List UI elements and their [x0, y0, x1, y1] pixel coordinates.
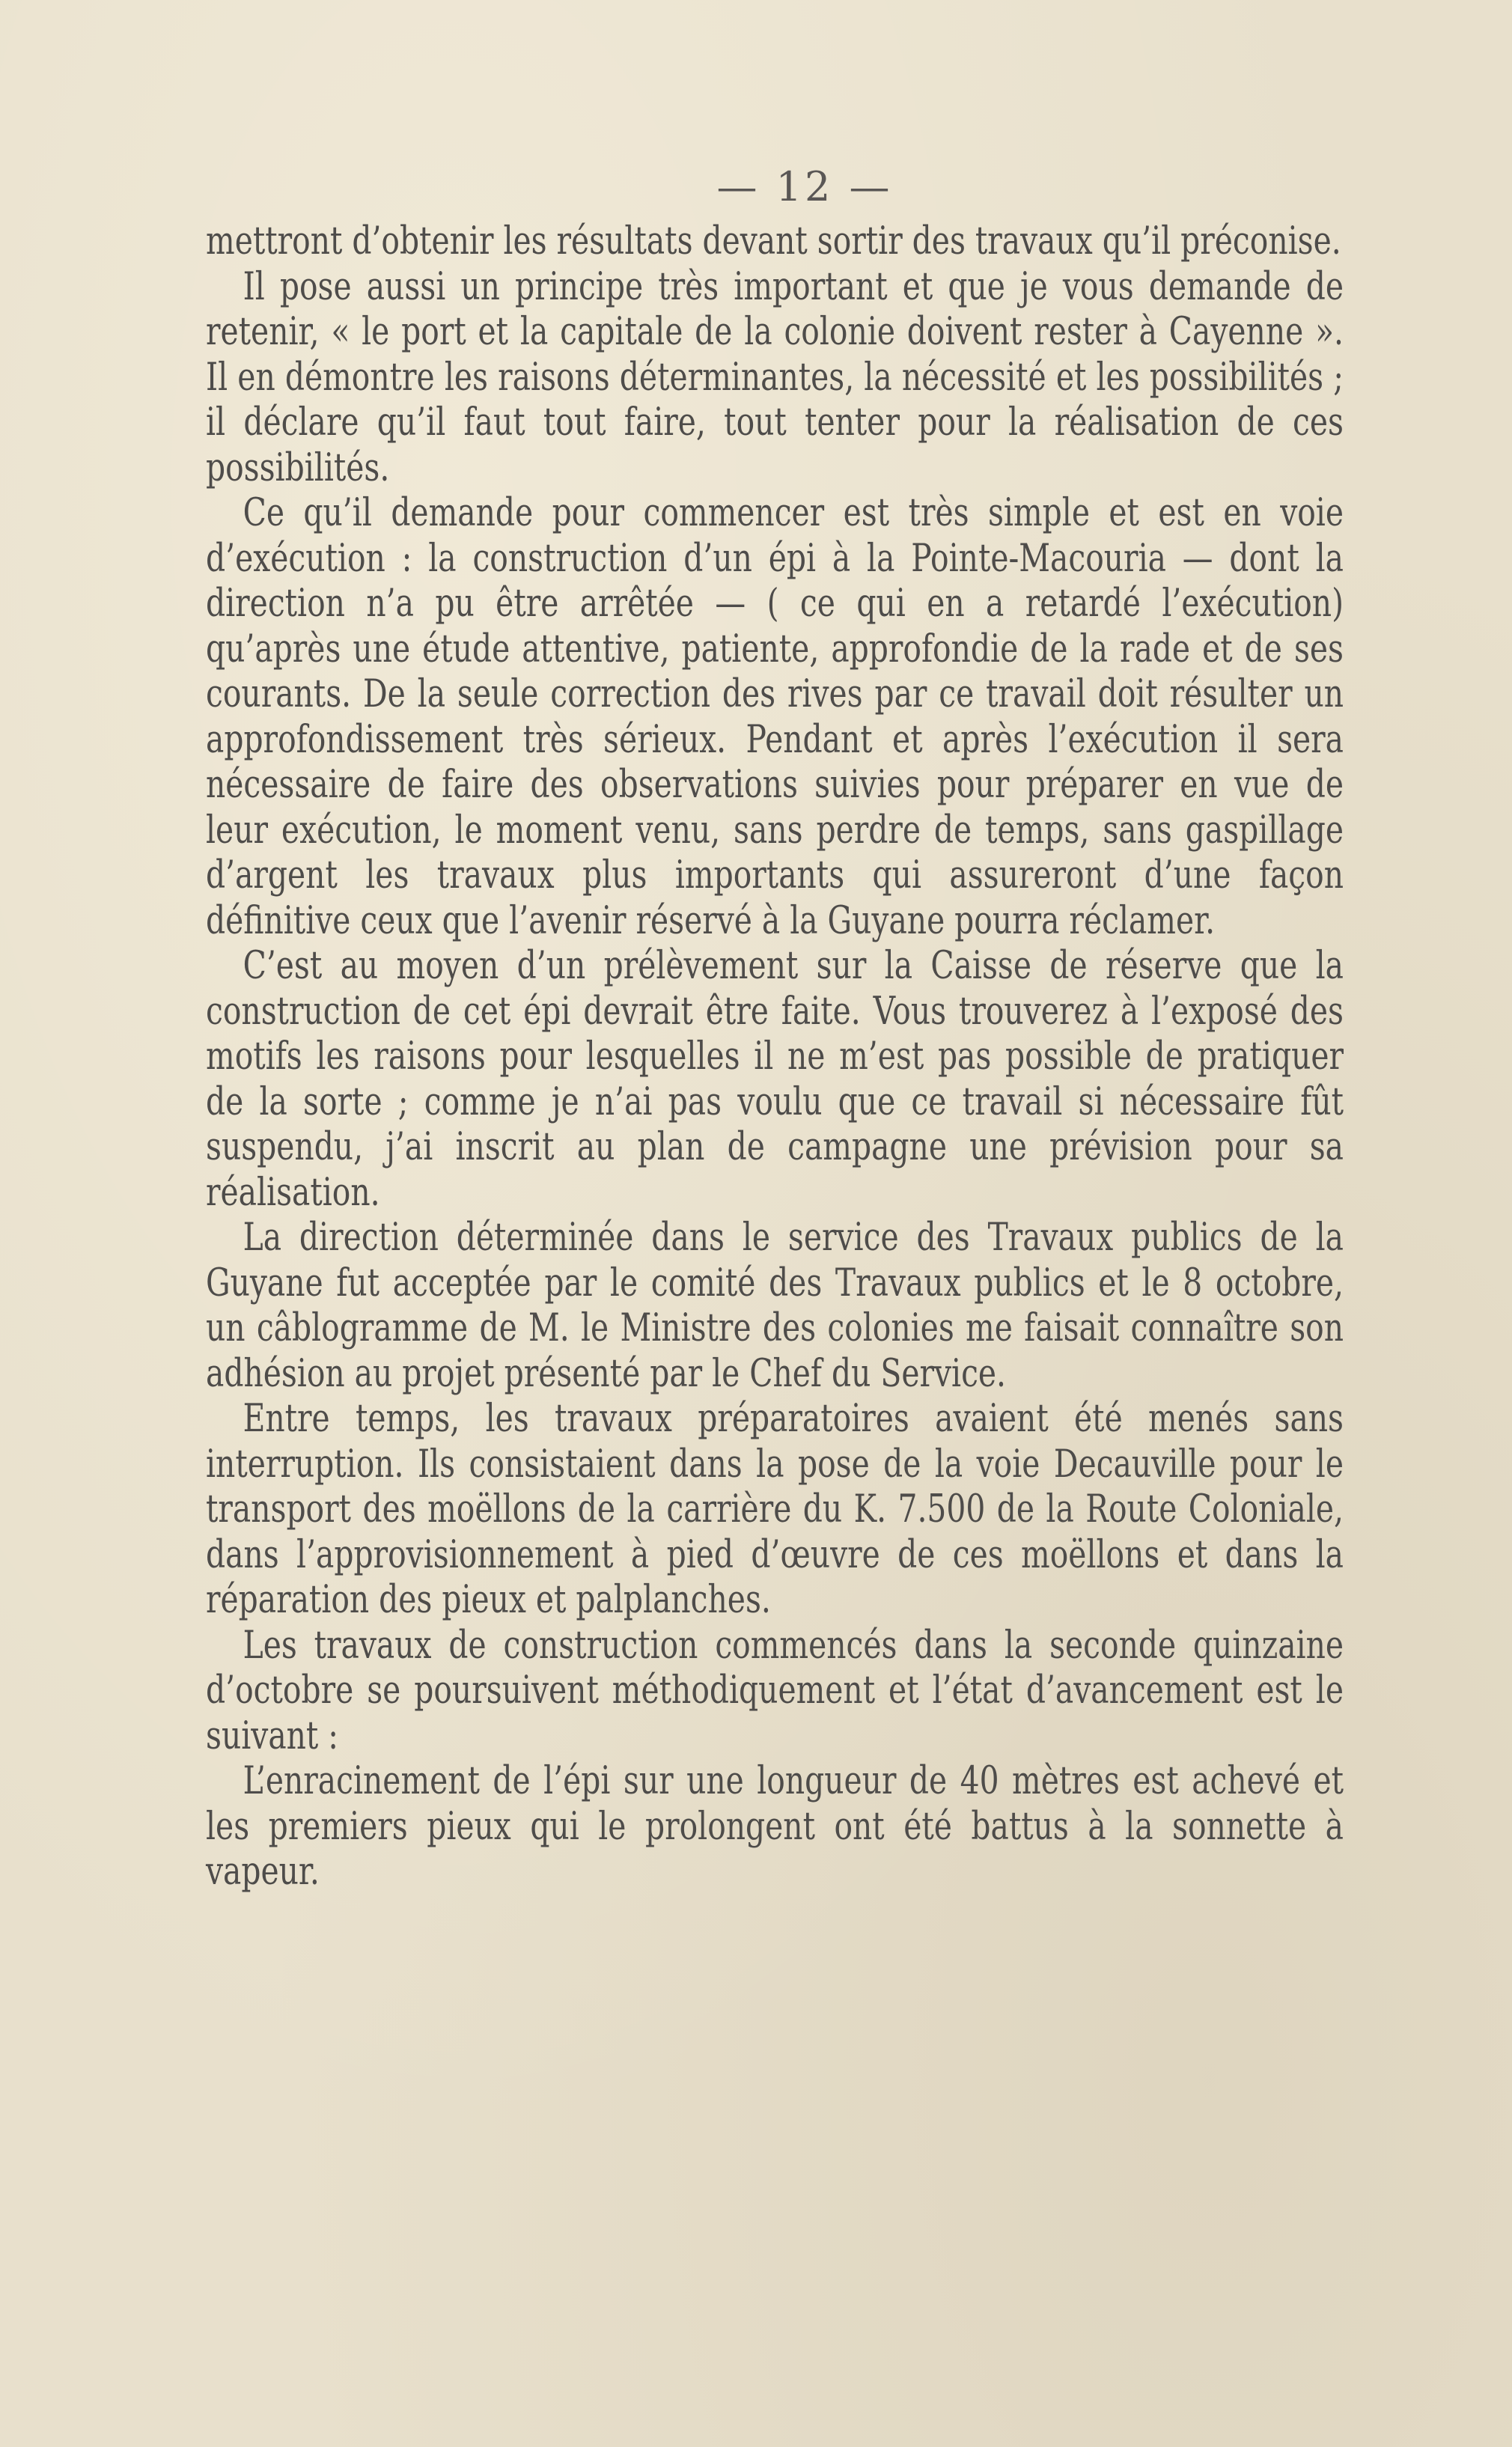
paragraph-7: Les travaux de construction commencés dans la seconde quinzaine d’octobre se poursuivent méthodiquement et l’état d’avancement est le suivant :: [206, 1623, 1344, 1758]
paragraph-4: C’est au moyen d’un prélèvement sur la Caisse de réserve que la construction de cet épi devrait être faite. Vous trouverez à l’exposé des motifs les raisons pour lesquelles il ne m’est pas possible de pratiquer de la sorte ; comme je n’ai pas voulu que ce travail si nécessaire fût suspendu, j’ai inscrit au plan de campagne une prévision pour sa réalisation.: [206, 944, 1344, 1215]
paragraph-1: mettront d’obtenir les résultats devant sortir des travaux qu’il préconise.: [206, 219, 1341, 263]
paragraph-3: Ce qu’il demande pour commencer est très simple et est en voie d’exécution : la construction d’un épi à la Pointe-Macouria — dont la direction n’a pu être arrêtée — ( ce qui en a retardé l’exécution) qu’après une étude attentive, patiente, approfondie de la rade et de ses courants. De la seule correction des rives par ce travail doit résulter un approfondissement très sérieux. Pendant et après l’exécution il sera nécessaire de faire des observations suivies pour préparer en vue de leur exécution, le moment venu, sans perdre de temps, sans gaspillage d’argent les travaux plus importants qui assureront d’une façon définitive ceux que l’avenir réservé à la Guyane pourra réclamer.: [206, 491, 1344, 943]
paragraph-8: L’enracinement de l’épi sur une longueur de 40 mètres est achevé et les premiers pieux qui le prolongent ont été battus à la sonnette à vapeur.: [206, 1759, 1344, 1894]
document-page: [206, 161, 1344, 1895]
page-number: — 12 —: [716, 163, 893, 210]
body-text: [206, 219, 1344, 1895]
paragraph-2: Il pose aussi un principe très important et que je vous demande de retenir, « le port et la capitale de la colonie doivent rester à Cayenne ». Il en démontre les raisons déterminantes, la nécessité et les possibilités ; il déclare qu’il faut tout faire, tout tenter pour la réalisation de ces possibilités.: [206, 264, 1344, 490]
paragraph-5: La direction déterminée dans le service des Travaux publics de la Guyane fut acceptée par le comité des Travaux publics et le 8 octobre, un câblogramme de M. le Ministre des colonies me faisait connaître son adhésion au projet présenté par le Chef du Service.: [206, 1216, 1344, 1396]
paragraph-6: Entre temps, les travaux préparatoires avaient été menés sans interruption. Ils consistaient dans la pose de la voie Decauville pour le transport des moëllons de la carrière du K. 7.500 de la Route Coloniale, dans l’approvisionnement à pied d’œuvre de ces moëllons et dans la réparation des pieux et palplanches.: [206, 1397, 1344, 1622]
